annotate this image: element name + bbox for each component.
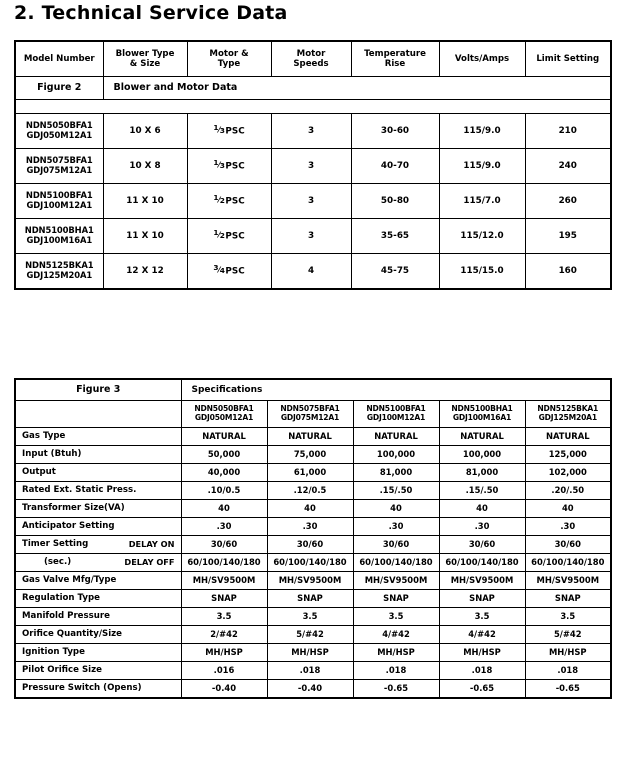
cell-row-label: Pressure Switch (Opens) <box>15 680 181 699</box>
motor-type-suffix: PSC <box>225 267 245 278</box>
cell-model-number <box>15 149 103 184</box>
model-line-2: GDJ125M20A1 <box>26 270 93 280</box>
cell-spec-value: 50,000 <box>181 446 267 464</box>
model-line-2: GDJ100M16A1 <box>26 235 93 245</box>
cell-motor-type <box>187 219 271 254</box>
cell-motor-type <box>187 114 271 149</box>
cell-volts-amps: 115/12.0 <box>439 219 525 254</box>
model-line-2: GDJ100M12A1 <box>26 200 93 210</box>
cell-model-number <box>15 219 103 254</box>
cell-spec-value: MH/HSP <box>353 644 439 662</box>
cell-spec-value: NATURAL <box>525 428 611 446</box>
cell-row-label: Transformer Size(VA) <box>15 500 181 518</box>
figure2-caption-row <box>15 77 611 100</box>
cell-spec-value: NATURAL <box>267 428 353 446</box>
table-row <box>15 149 611 184</box>
cell-row-label: Rated Ext. Static Press. <box>15 482 181 500</box>
cell-motor-type <box>187 184 271 219</box>
cell-spec-value: 30/60 <box>439 536 525 554</box>
cell-row-label-split <box>15 554 181 572</box>
cell-spec-value: .20/.50 <box>525 482 611 500</box>
cell-motor-speeds: 3 <box>271 114 351 149</box>
model-line-1: NDN5050BFA1 <box>25 120 93 131</box>
cell-spec-value: SNAP <box>267 590 353 608</box>
cell-spec-value: MH/HSP <box>439 644 525 662</box>
cell-spec-value: MH/SV9500M <box>353 572 439 590</box>
model-line-2: GDJ100M16A1 <box>452 413 512 422</box>
cell-row-label: Manifold Pressure <box>15 608 181 626</box>
model-line-2: GDJ050M12A1 <box>26 130 93 140</box>
motor-type-line1: Motor & <box>209 48 249 59</box>
motor-type-suffix: PSC <box>225 127 245 138</box>
cell-model-number <box>15 114 103 149</box>
column-header-model <box>267 401 353 428</box>
temp-rise-line2: Rise <box>384 59 406 69</box>
cell-temperature-rise: 50-80 <box>351 184 439 219</box>
cell-spec-value: .15/.50 <box>439 482 525 500</box>
cell-spec-value: 30/60 <box>181 536 267 554</box>
cell-temperature-rise: 30-60 <box>351 114 439 149</box>
cell-spec-value: MH/SV9500M <box>439 572 525 590</box>
cell-spec-value: 5/#42 <box>267 626 353 644</box>
table-row <box>15 114 611 149</box>
model-line-2: GDJ075M12A1 <box>280 413 340 422</box>
cell-spec-value: 30/60 <box>525 536 611 554</box>
cell-spec-value: 100,000 <box>353 446 439 464</box>
cell-volts-amps: 115/7.0 <box>439 184 525 219</box>
cell-spec-value: 4/#42 <box>353 626 439 644</box>
blower-type-line2: & Size <box>129 59 161 69</box>
cell-spec-value: 100,000 <box>439 446 525 464</box>
cell-spec-value: MH/HSP <box>267 644 353 662</box>
table-header-row <box>15 41 611 77</box>
table-row <box>15 572 611 590</box>
cell-spec-value: SNAP <box>181 590 267 608</box>
cell-spec-value: .018 <box>353 662 439 680</box>
cell-spec-value: 2/#42 <box>181 626 267 644</box>
cell-spec-value: 81,000 <box>439 464 525 482</box>
cell-spec-value: 81,000 <box>353 464 439 482</box>
model-line-2: GDJ075M12A1 <box>26 165 93 175</box>
model-line-2: GDJ100M12A1 <box>366 413 426 422</box>
cell-row-label: Gas Type <box>15 428 181 446</box>
cell-spec-value: 3.5 <box>439 608 525 626</box>
table-row <box>15 590 611 608</box>
cell-motor-speeds: 3 <box>271 149 351 184</box>
cell-row-label: Ignition Type <box>15 644 181 662</box>
cell-spec-value: 40 <box>439 500 525 518</box>
cell-blower-type-size: 10 X 8 <box>103 149 187 184</box>
cell-spec-value: .15/.50 <box>353 482 439 500</box>
cell-spec-value: NATURAL <box>353 428 439 446</box>
cell-temperature-rise: 35-65 <box>351 219 439 254</box>
cell-spec-value: 40 <box>181 500 267 518</box>
cell-model-number <box>15 184 103 219</box>
model-line-1: NDN5100BFA1 <box>366 404 426 414</box>
table-row <box>15 254 611 290</box>
column-header-model <box>181 401 267 428</box>
cell-spec-value: MH/SV9500M <box>267 572 353 590</box>
cell-spec-value: 40 <box>267 500 353 518</box>
column-header-model <box>353 401 439 428</box>
cell-spec-value: 5/#42 <box>525 626 611 644</box>
table-row <box>15 482 611 500</box>
cell-blower-type-size: 11 X 10 <box>103 219 187 254</box>
cell-spec-value: 40 <box>525 500 611 518</box>
cell-spec-value: -0.40 <box>181 680 267 699</box>
cell-row-label: Gas Valve Mfg/Type <box>15 572 181 590</box>
cell-spec-value: 3.5 <box>181 608 267 626</box>
row-label: (sec.) <box>44 557 72 568</box>
table-row <box>15 662 611 680</box>
cell-spec-value: 125,000 <box>525 446 611 464</box>
cell-spec-value: NATURAL <box>181 428 267 446</box>
model-line-1: NDN5125BKA1 <box>25 260 94 271</box>
column-header-motor-speeds <box>271 41 351 77</box>
cell-spec-value: .30 <box>439 518 525 536</box>
cell-model-number <box>15 254 103 290</box>
cell-motor-speeds: 4 <box>271 254 351 290</box>
column-header-limit-setting: Limit Setting <box>525 41 611 77</box>
cell-spec-value: 40,000 <box>181 464 267 482</box>
cell-spec-value: 60/100/140/180 <box>267 554 353 572</box>
cell-spec-value: SNAP <box>353 590 439 608</box>
cell-spec-value: 75,000 <box>267 446 353 464</box>
model-line-2: GDJ125M20A1 <box>538 413 597 422</box>
cell-spec-value: 60/100/140/180 <box>525 554 611 572</box>
cell-spec-value: 30/60 <box>267 536 353 554</box>
cell-limit-setting: 260 <box>525 184 611 219</box>
table-row <box>15 219 611 254</box>
figure3-corner-cell <box>15 401 181 428</box>
table-row <box>15 500 611 518</box>
model-line-1: NDN5100BFA1 <box>25 190 93 201</box>
table-row <box>15 184 611 219</box>
cell-spec-value: SNAP <box>525 590 611 608</box>
cell-spec-value: 60/100/140/180 <box>439 554 525 572</box>
page-title: 2. Technical Service Data <box>14 2 288 24</box>
cell-spec-value: .12/0.5 <box>267 482 353 500</box>
cell-spec-value: 3.5 <box>267 608 353 626</box>
cell-row-label: Pilot Orifice Size <box>15 662 181 680</box>
cell-volts-amps: 115/9.0 <box>439 149 525 184</box>
figure3-body <box>15 428 611 699</box>
cell-spec-value: MH/SV9500M <box>525 572 611 590</box>
table-row <box>15 554 611 572</box>
column-header-volts-amps: Volts/Amps <box>439 41 525 77</box>
model-line-1: NDN5050BFA1 <box>194 404 254 414</box>
cell-row-label: Input (Btuh) <box>15 446 181 464</box>
temp-rise-line1: Temperature <box>364 48 426 59</box>
figure2-header <box>15 41 611 77</box>
cell-spec-value: -0.40 <box>267 680 353 699</box>
cell-spec-value: .018 <box>439 662 525 680</box>
column-header-model <box>439 401 525 428</box>
cell-spec-value: 60/100/140/180 <box>353 554 439 572</box>
figure3-model-header-row <box>15 401 611 428</box>
motor-type-suffix: PSC <box>225 162 245 173</box>
cell-spec-value: 4/#42 <box>439 626 525 644</box>
row-sub-label: DELAY OFF <box>124 556 175 567</box>
cell-temperature-rise: 40-70 <box>351 149 439 184</box>
motor-type-line2: Type <box>217 59 241 69</box>
figure2-table <box>14 40 612 290</box>
table-row <box>15 464 611 482</box>
cell-blower-type-size: 10 X 6 <box>103 114 187 149</box>
cell-limit-setting: 240 <box>525 149 611 184</box>
cell-blower-type-size: 12 X 12 <box>103 254 187 290</box>
cell-spec-value: 61,000 <box>267 464 353 482</box>
cell-spec-value: MH/HSP <box>525 644 611 662</box>
cell-motor-type <box>187 254 271 290</box>
figure3-label: Figure 3 <box>15 379 181 401</box>
cell-motor-speeds: 3 <box>271 219 351 254</box>
table-row <box>15 644 611 662</box>
table-row <box>15 626 611 644</box>
column-header-temperature-rise <box>351 41 439 77</box>
cell-row-label: Orifice Quantity/Size <box>15 626 181 644</box>
cell-spec-value: 60/100/140/180 <box>181 554 267 572</box>
cell-spec-value: .10/0.5 <box>181 482 267 500</box>
cell-spec-value: .018 <box>525 662 611 680</box>
table-row <box>15 536 611 554</box>
cell-spec-value: 3.5 <box>353 608 439 626</box>
cell-limit-setting: 210 <box>525 114 611 149</box>
model-line-1: NDN5100BHA1 <box>451 404 513 414</box>
cell-spec-value: SNAP <box>439 590 525 608</box>
figure3-caption-row <box>15 379 611 401</box>
cell-spec-value: .016 <box>181 662 267 680</box>
motor-type-suffix: PSC <box>225 232 245 243</box>
table-row <box>15 518 611 536</box>
cell-spec-value: 40 <box>353 500 439 518</box>
model-line-1: NDN5075BFA1 <box>280 404 340 414</box>
cell-blower-type-size: 11 X 10 <box>103 184 187 219</box>
table-row <box>15 428 611 446</box>
row-sub-label: DELAY ON <box>128 538 175 549</box>
cell-temperature-rise: 45-75 <box>351 254 439 290</box>
cell-limit-setting: 195 <box>525 219 611 254</box>
motor-horsepower-fraction: $^1⁄_3$ <box>213 123 225 136</box>
column-header-model-number: Model Number <box>15 41 103 77</box>
figure2-spacer-row <box>15 100 611 114</box>
cell-spec-value: .30 <box>267 518 353 536</box>
row-label: Timer Setting <box>22 539 89 550</box>
figure2-spacer-cell <box>15 100 611 114</box>
figure3-table <box>14 378 612 699</box>
cell-limit-setting: 160 <box>525 254 611 290</box>
motor-type-suffix: PSC <box>225 197 245 208</box>
cell-motor-speeds: 3 <box>271 184 351 219</box>
cell-spec-value: .30 <box>525 518 611 536</box>
cell-spec-value: .30 <box>181 518 267 536</box>
motor-horsepower-fraction: $^1⁄_2$ <box>213 193 225 206</box>
cell-spec-value: NATURAL <box>439 428 525 446</box>
model-line-1: NDN5125BKA1 <box>537 404 599 414</box>
motor-speeds-line1: Motor <box>296 48 326 59</box>
table-row <box>15 446 611 464</box>
table-row <box>15 680 611 699</box>
model-line-2: GDJ050M12A1 <box>194 413 254 422</box>
figure2-caption: Blower and Motor Data <box>103 77 611 100</box>
cell-spec-value: MH/HSP <box>181 644 267 662</box>
cell-row-label-split <box>15 536 181 554</box>
cell-spec-value: 102,000 <box>525 464 611 482</box>
motor-horsepower-fraction: $^1⁄_2$ <box>213 228 225 241</box>
figure2-label: Figure 2 <box>15 77 103 100</box>
cell-spec-value: .30 <box>353 518 439 536</box>
cell-spec-value: -0.65 <box>525 680 611 699</box>
table-row <box>15 608 611 626</box>
cell-spec-value: -0.65 <box>353 680 439 699</box>
cell-volts-amps: 115/15.0 <box>439 254 525 290</box>
column-header-model <box>525 401 611 428</box>
cell-motor-type <box>187 149 271 184</box>
motor-speeds-line2: Speeds <box>293 59 329 69</box>
model-line-1: NDN5075BFA1 <box>25 155 93 166</box>
figure2-body <box>15 114 611 290</box>
cell-row-label: Regulation Type <box>15 590 181 608</box>
motor-horsepower-fraction: $^1⁄_3$ <box>213 158 225 171</box>
cell-spec-value: 3.5 <box>525 608 611 626</box>
cell-spec-value: 30/60 <box>353 536 439 554</box>
motor-horsepower-fraction: $^3⁄_4$ <box>213 263 225 276</box>
model-line-1: NDN5100BHA1 <box>24 225 94 236</box>
column-header-motor-type <box>187 41 271 77</box>
cell-row-label: Output <box>15 464 181 482</box>
cell-spec-value: .018 <box>267 662 353 680</box>
cell-spec-value: MH/SV9500M <box>181 572 267 590</box>
figure3-caption: Specifications <box>181 379 611 401</box>
column-header-blower-type <box>103 41 187 77</box>
blower-type-line1: Blower Type <box>115 48 175 59</box>
cell-volts-amps: 115/9.0 <box>439 114 525 149</box>
cell-spec-value: -0.65 <box>439 680 525 699</box>
cell-row-label: Anticipator Setting <box>15 518 181 536</box>
